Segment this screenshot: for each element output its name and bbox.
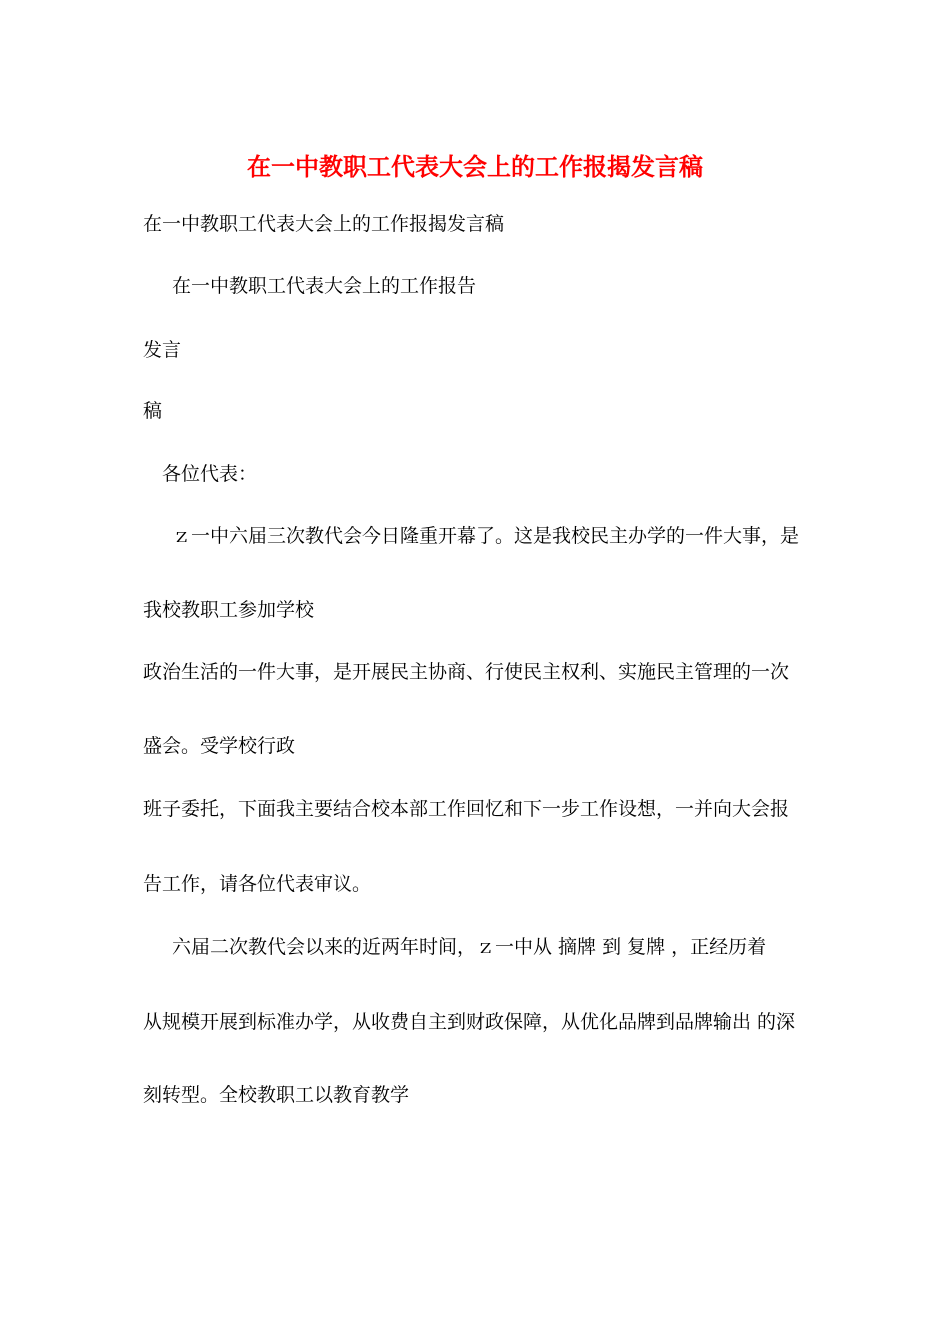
- report-heading-continuation-1: 发言: [143, 339, 182, 361]
- body-paragraph-line: 告工作，请各位代表审议。: [143, 873, 372, 895]
- salutation-line: 各位代表：: [162, 463, 258, 485]
- subtitle-line: 在一中教职工代表大会上的工作报揭发言稿: [143, 213, 505, 235]
- body-paragraph-line: 刻转型。全校教职工以教育教学: [143, 1084, 410, 1106]
- body-paragraph-line: 盛会。受学校行政: [143, 735, 296, 757]
- body-paragraph-line: 班子委托，下面我主要结合校本部工作回忆和下一步工作设想，一并向大会报: [143, 798, 790, 820]
- body-paragraph-line: 六届二次教代会以来的近两年时间，ｚ一中从 摘牌 到 复牌 ，正经历着: [172, 936, 767, 958]
- body-paragraph-line: 从规模开展到标准办学，从收费自主到财政保障，从优化品牌到品牌输出 的深: [143, 1011, 796, 1033]
- report-heading-line: 在一中教职工代表大会上的工作报告: [172, 275, 477, 297]
- report-heading-continuation-2: 稿: [143, 400, 163, 422]
- body-paragraph-line: 我校教职工参加学校: [143, 599, 315, 621]
- document-title: 在一中教职工代表大会上的工作报揭发言稿: [247, 152, 703, 181]
- body-paragraph-line: ｚ一中六届三次教代会今日隆重开幕了。这是我校民主办学的一件大事，是: [172, 525, 800, 547]
- body-paragraph-line: 政治生活的一件大事，是开展民主协商、行使民主权利、实施民主管理的一次: [143, 661, 790, 683]
